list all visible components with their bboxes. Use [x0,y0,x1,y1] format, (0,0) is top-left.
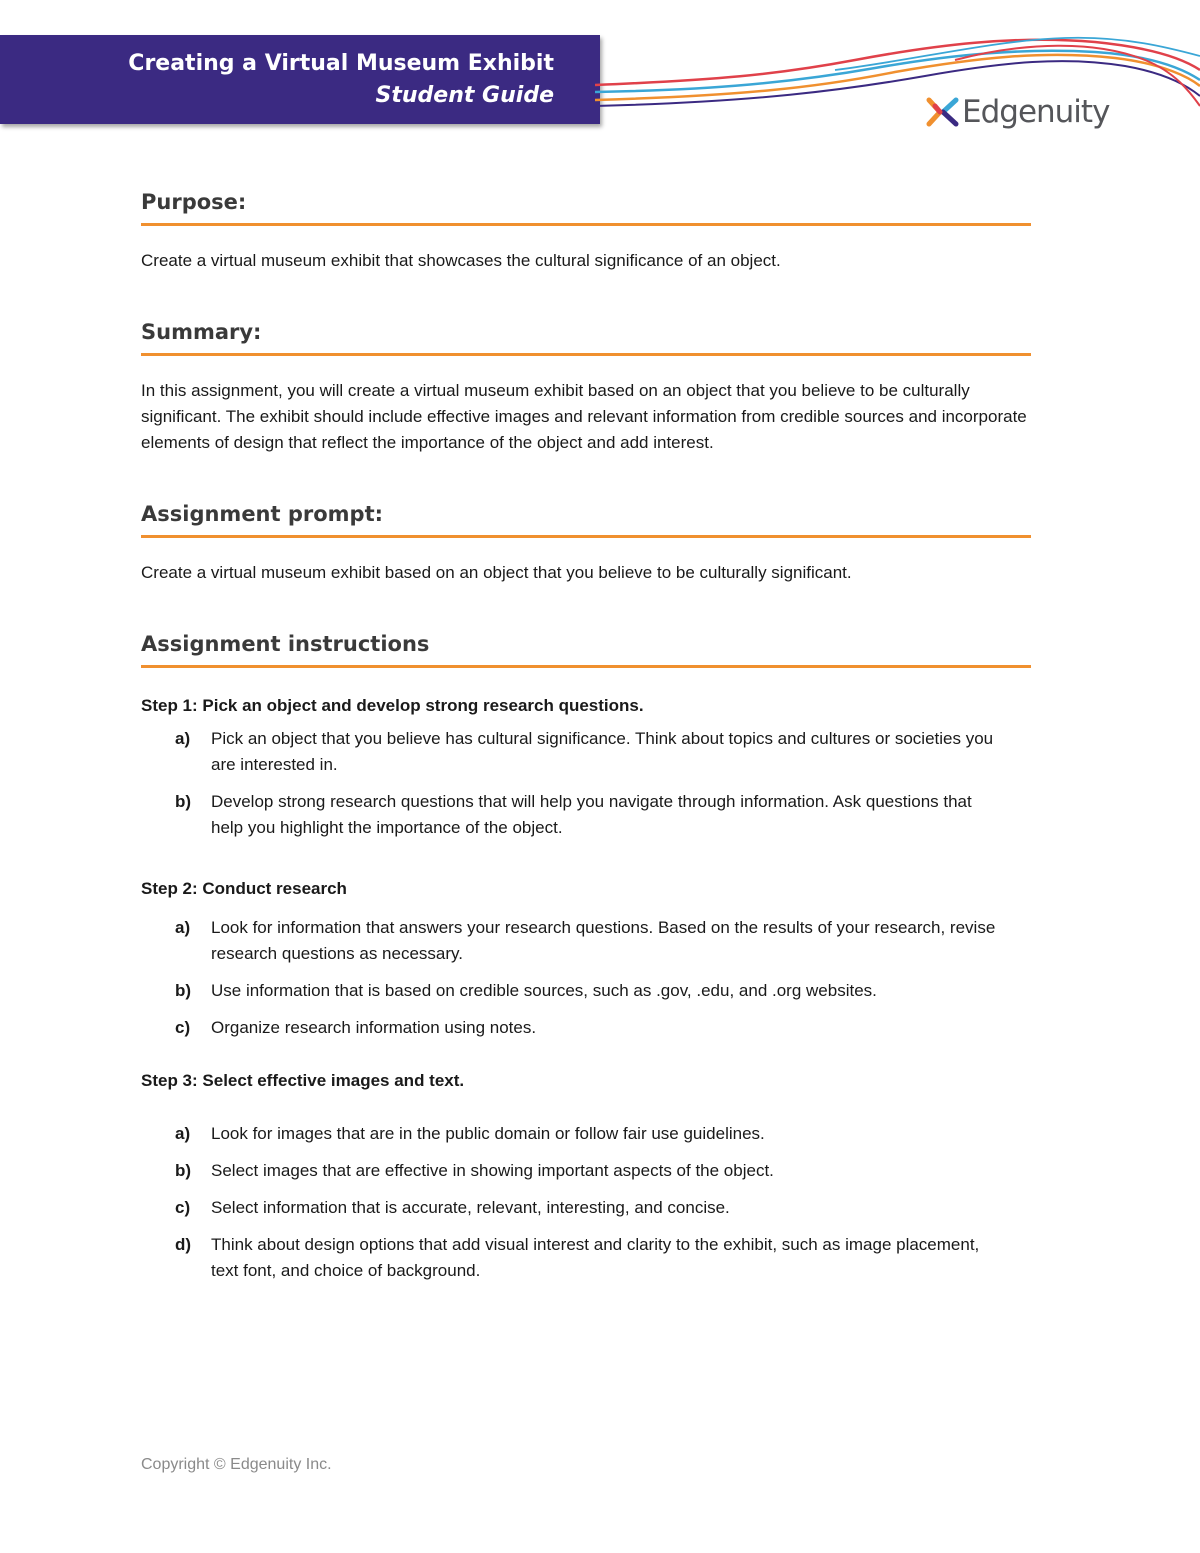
list-item [141,1158,1031,1184]
list-marker: c) [175,1018,191,1037]
list-text: Look for images that are in the public domain or follow fair use guidelines. [211,1124,765,1143]
list-text: Pick an object that you believe has cultural significance. Think about topics and cultures or societies you are interested in. [211,729,994,774]
list-item [141,1015,1031,1041]
list-text: Organize research information using notes. [211,1018,537,1037]
list-text: Select information that is accurate, relevant, interesting, and concise. [211,1198,730,1217]
purpose-text: Create a virtual museum exhibit that showcases the cultural significance of an object. [141,251,781,270]
list-marker: c) [175,1198,191,1217]
list-text: Use information that is based on credible sources, such as .gov, .edu, and .org websites. [211,981,877,1000]
instructions-heading: Assignment instructions [141,632,1031,668]
list-item [141,1121,1031,1147]
step-2 [141,879,1031,1041]
step-title: Step 3: Select effective images and text. [141,1071,465,1090]
prompt-heading: Assignment prompt: [141,502,1031,538]
list-marker: a) [175,729,191,748]
list-item [141,915,1031,967]
list-text: Develop strong research questions that will help you navigate through information. Ask questions that help you highlight the importance of the object. [211,792,972,837]
list-item [141,978,1031,1004]
header-banner [0,35,600,124]
edgenuity-x-icon [926,95,960,129]
list-marker: a) [175,918,191,937]
list-marker: b) [175,981,192,1000]
prompt-text: Create a virtual museum exhibit based on an object that you believe to be culturally significant. [141,563,852,582]
list-item [141,1232,1031,1284]
summary-text: In this assignment, you will create a virtual museum exhibit based on an object that you believe to be culturally significant. The exhibit should include effective images and relevant information from credible sources and incorporate elements of design that reflect the importance of the object and add interest. [141,381,1027,452]
list-text: Look for information that answers your research questions. Based on the results of your research, revise research questions as necessary. [211,918,996,963]
copyright-footer: Copyright © Edgenuity Inc. [141,1456,332,1473]
step-3 [141,1071,1031,1284]
document-title: Creating a Virtual Museum Exhibit [128,51,554,76]
summary-heading: Summary: [141,320,1031,356]
list-item [141,1195,1031,1221]
list-marker: b) [175,792,192,811]
list-item [141,726,1031,778]
logo-text: Edgenuity [962,94,1110,130]
list-text: Think about design options that add visual interest and clarity to the exhibit, such as image placement, text font, and choice of background. [211,1235,980,1280]
list-marker: a) [175,1124,191,1143]
document-subtitle: Student Guide [375,83,554,108]
list-item [141,789,1031,841]
purpose-heading: Purpose: [141,190,1031,226]
step-1 [141,696,1031,841]
step-title: Step 1: Pick an object and develop strong research questions. [141,696,644,715]
edgenuity-logo [926,92,1109,132]
step-title: Step 2: Conduct research [141,879,347,898]
document-body [141,190,1031,1284]
list-text: Select images that are effective in showing important aspects of the object. [211,1161,774,1180]
list-marker: b) [175,1161,192,1180]
list-marker: d) [175,1235,192,1254]
